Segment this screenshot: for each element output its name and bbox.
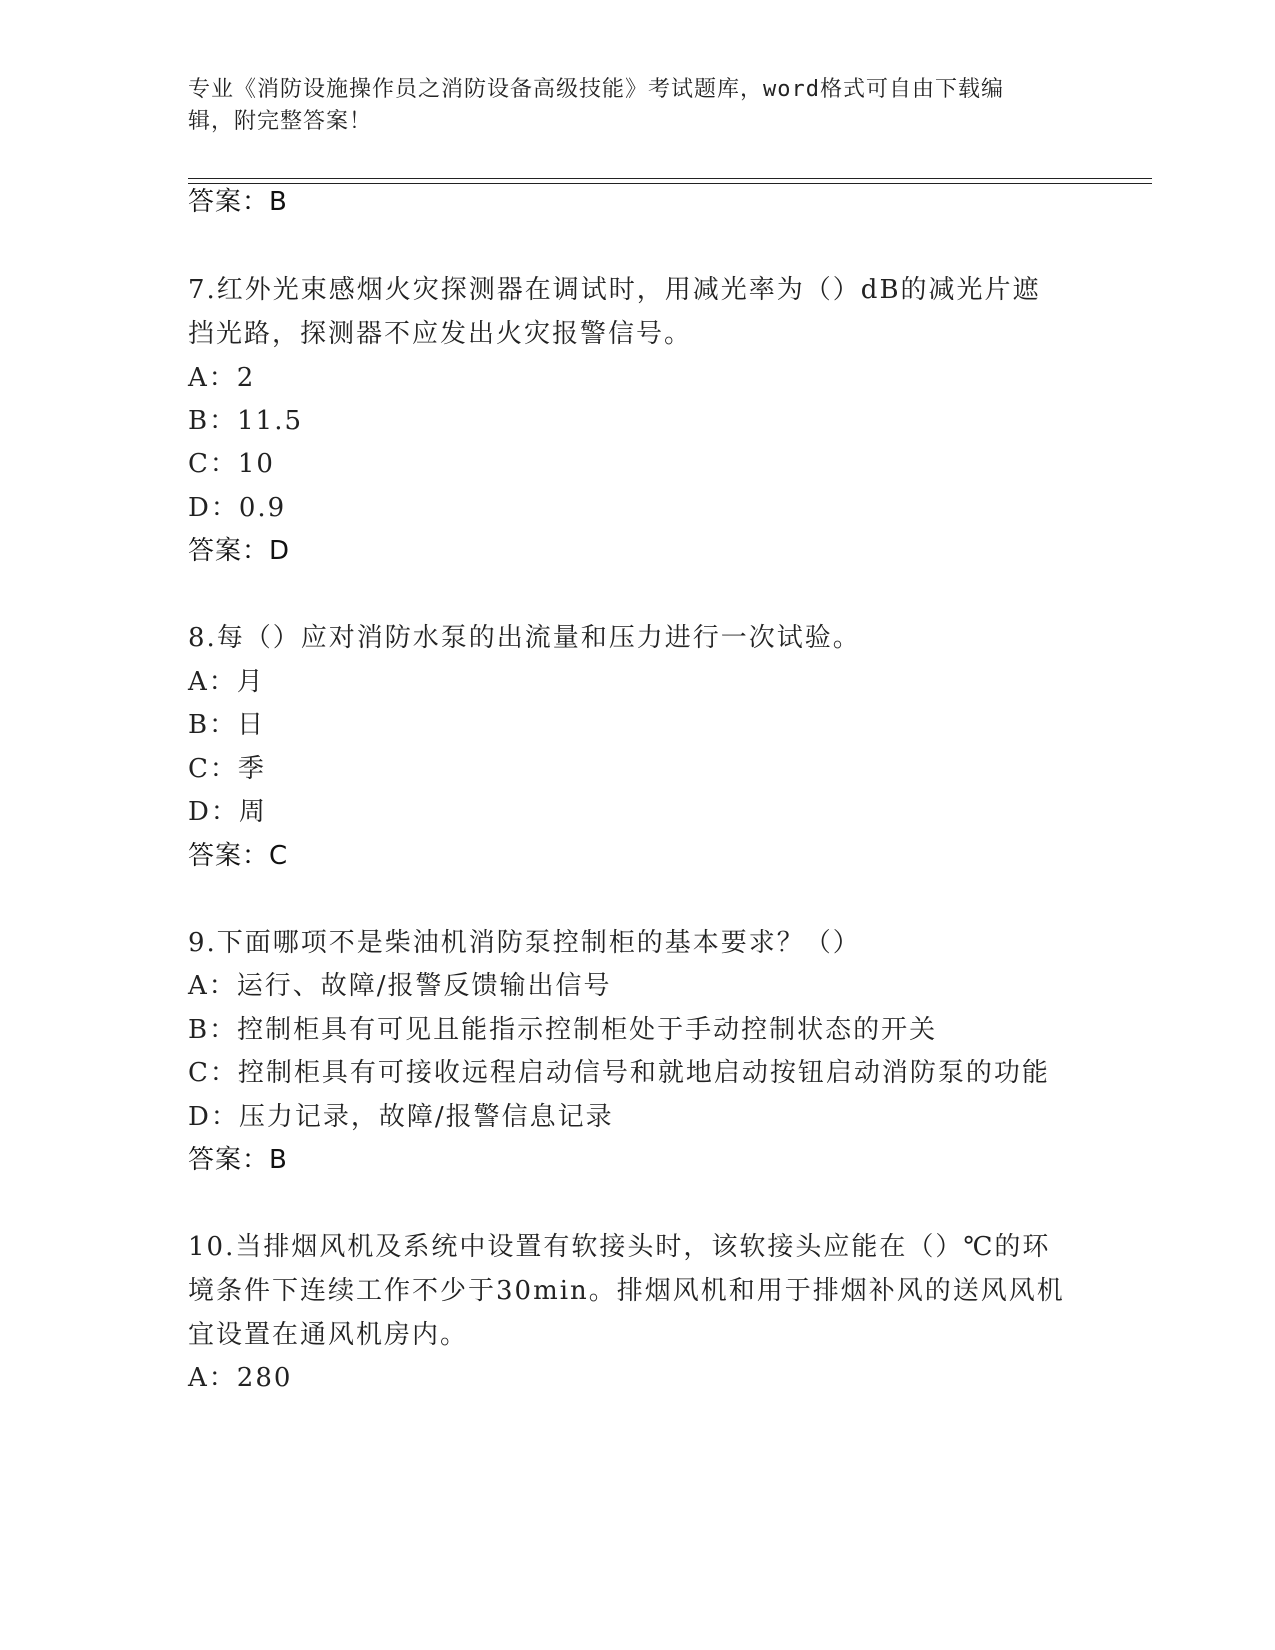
question-8-answer: 答案：C <box>188 841 289 871</box>
question-8-option-a: A：月 <box>188 667 265 697</box>
question-7-text-line-1: 7.红外光束感烟火灾探测器在调试时，用减光率为（）dB的减光片遮 <box>188 275 1041 305</box>
question-8-option-d: D：周 <box>188 797 267 827</box>
question-7-text-line-2: 挡光路，探测器不应发出火灾报警信号。 <box>188 319 693 349</box>
previous-answer: 答案：B <box>188 187 288 217</box>
document-header <box>188 74 1068 138</box>
question-7-option-d: D：0.9 <box>188 493 287 523</box>
header-divider-bottom <box>188 183 1152 184</box>
question-9-answer: 答案：B <box>188 1145 288 1175</box>
question-10-text-line-3: 宜设置在通风机房内。 <box>188 1320 469 1350</box>
question-9-option-d: D：压力记录，故障/报警信息记录 <box>188 1102 614 1132</box>
question-8-text: 8.每（）应对消防水泵的出流量和压力进行一次试验。 <box>188 623 861 653</box>
question-10-text-line-1: 10.当排烟风机及系统中设置有软接头时，该软接头应能在（）℃的环 <box>188 1232 1051 1262</box>
question-7-option-a: A：2 <box>188 363 256 393</box>
question-9-option-a: A：运行、故障/报警反馈输出信号 <box>188 971 612 1001</box>
header-divider-top <box>188 178 1152 179</box>
question-9-text: 9.下面哪项不是柴油机消防泵控制柜的基本要求？（） <box>188 928 861 958</box>
question-7-option-c: C：10 <box>188 449 275 479</box>
question-10-option-a: A：280 <box>188 1363 293 1393</box>
question-7-answer: 答案：D <box>188 536 291 566</box>
header-line-2: 辑，附完整答案！ <box>188 109 373 134</box>
question-7-option-b: B：11.5 <box>188 406 303 436</box>
question-10-text-line-2: 境条件下连续工作不少于30min。排烟风机和用于排烟补风的送风风机 <box>188 1276 1065 1306</box>
question-8-option-b: B：日 <box>188 710 266 740</box>
header-line-1: 专业《消防设施操作员之消防设备高级技能》考试题库，word格式可自由下载编 <box>188 77 1004 102</box>
question-9-option-c: C：控制柜具有可接收远程启动信号和就地启动按钮启动消防泵的功能 <box>188 1058 1050 1088</box>
question-9-option-b: B：控制柜具有可见且能指示控制柜处于手动控制状态的开关 <box>188 1015 938 1045</box>
question-8-option-c: C：季 <box>188 754 266 784</box>
